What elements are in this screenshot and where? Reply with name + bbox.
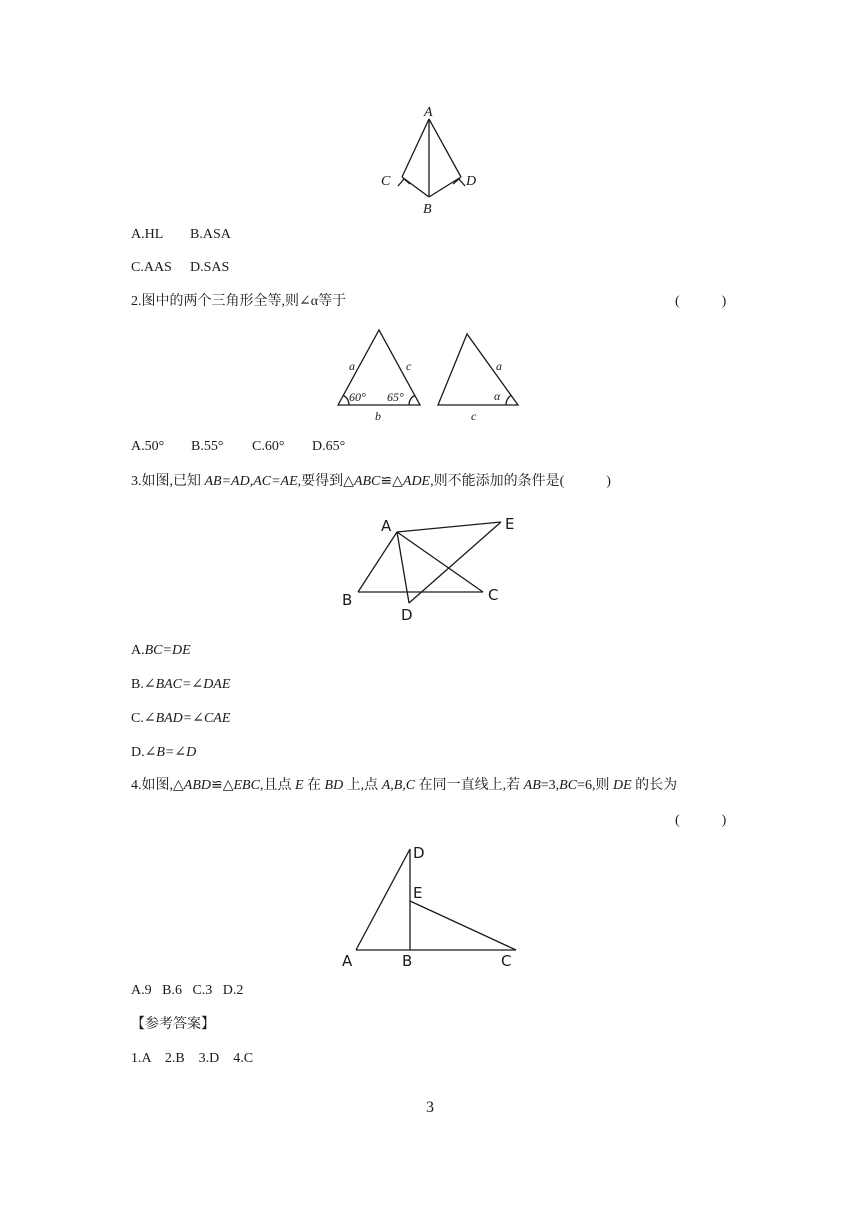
fig4-label-b: B [402,952,413,970]
fig3-label-d: D [401,606,413,624]
triangle-right [438,334,518,405]
fig3-label-b: B [342,591,353,609]
fig4-label-d: D [413,844,425,862]
q2-answer-paren: ( ) [675,294,727,309]
figure-4-triangles [336,838,526,973]
q2-stem: 2.图中的两个三角形全等,则∠α等于 [131,294,347,309]
figure-1-kite [375,103,485,218]
fig1-label-b: B [423,202,432,217]
q2-option-b: B.55° [191,439,224,454]
answers-heading: 【参考答案】 [131,1017,215,1032]
fig2-left-angle-65: 65° [387,390,404,404]
fig1-label-a: A [424,105,433,120]
page-number: 3 [426,1099,434,1116]
fig1-label-d: D [466,174,477,189]
kite-lines [398,119,465,197]
q3-option-b: B.∠BAC=∠DAE [131,677,231,692]
fig4-label-a: A [342,952,353,970]
q4-options: A.9 B.6 C.3 D.2 [131,983,244,998]
q2-option-a: A.50° [131,439,165,454]
fig3-label-a: A [381,517,392,535]
q1-option-b: B.ASA [190,227,231,242]
q3-stem: 3.如图,已知 AB=AD,AC=AE,要得到△ABC≌△ADE,则不能添加的条件是( ) [131,474,611,489]
fig2-left-angle-60: 60° [349,390,366,404]
fig2-right-side-c: c [471,409,477,423]
q3-option-c: C.∠BAD=∠CAE [131,711,231,726]
fig4-label-e: E [413,884,423,902]
fig2-left-side-b: b [375,409,381,423]
fig2-right-angle-alpha: α [494,389,501,403]
fig1-label-c: C [381,174,391,189]
fig2-left-side-c: c [406,359,412,373]
answers-text: 1.A 2.B 3.D 4.C [131,1051,254,1066]
fig3-label-e: E [505,515,515,533]
q1-option-d: D.SAS [190,260,230,275]
figure-3-triangles [338,510,528,625]
fig2-left-side-a: a [349,359,355,373]
q2-option-c: C.60° [252,439,285,454]
q2-option-d: D.65° [312,439,346,454]
fig3-lines [358,522,501,603]
fig4-lines [356,849,516,950]
fig2-right-side-a: a [496,359,502,373]
q3-option-a: A.BC=DE [131,643,191,658]
q3-option-d: D.∠B=∠D [131,745,197,760]
q4-answer-paren: ( ) [675,813,727,828]
fig3-label-c: C [488,586,499,604]
q1-option-a: A.HL [131,227,164,242]
fig4-label-c: C [501,952,512,970]
q1-option-c: C.AAS [131,260,172,275]
q4-stem: 4.如图,△ABD≌△EBC,且点 E 在 BD 上,点 A,B,C 在同一直线上,若 AB=3,BC=6,则 DE 的长为 [131,778,678,793]
figure-2-triangles [330,324,530,424]
